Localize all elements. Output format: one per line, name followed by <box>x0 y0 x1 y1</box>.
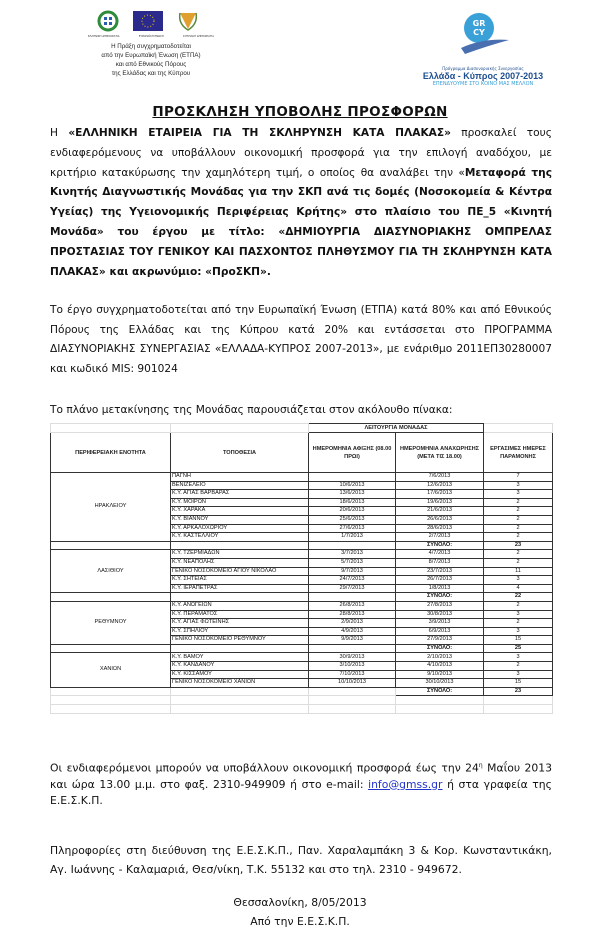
funding-logos <box>88 10 214 78</box>
table-cell: 2/10/2013 <box>396 653 484 662</box>
program-line2: Ελλάδα - Κύπρος 2007-2013 <box>422 71 544 81</box>
text: Η <box>50 127 69 139</box>
total-value: 25 <box>484 644 553 653</box>
empty-row <box>51 696 553 705</box>
table-cell: 28/6/2013 <box>396 524 484 533</box>
svg-text:CY: CY <box>473 28 485 37</box>
table-cell <box>51 687 171 696</box>
table-cell: 25/6/2013 <box>309 515 396 524</box>
text: προσκαλεί τους ενδιαφερόμενους να υποβάλλουν οικονομική προσφορά για την επιλογή αναδόχου, με κριτήριο κατακύρωσης την χαμηλότερη τιμή, ο οποίος θα αναλάβει την « <box>50 127 552 179</box>
table-cell: Κ.Υ. ΒΑΜΟΥ <box>171 653 309 662</box>
table-cell: 2 <box>484 498 553 507</box>
table-cell: 30/10/2013 <box>396 679 484 688</box>
table-cell <box>51 696 171 705</box>
table-cell: 3/9/2013 <box>396 619 484 628</box>
table-cell <box>396 696 484 705</box>
schedule-table <box>50 423 553 714</box>
table-cell: Κ.Υ. ΚΑΝΔΑΝΟΥ <box>171 662 309 671</box>
funding-line: Η Πράξη συγχρηματοδοτείται <box>111 43 191 50</box>
table-cell: 11 <box>484 567 553 576</box>
table-cell: 7 <box>484 473 553 482</box>
table-cell: 26/7/2013 <box>396 576 484 585</box>
table-row <box>51 601 553 610</box>
table-cell <box>51 541 171 550</box>
table-cell: 20/6/2013 <box>309 507 396 516</box>
table-cell: Κ.Υ. ΠΕΡΑΜΑΤΟΣ <box>171 610 309 619</box>
table-cell: Κ.Υ. ΑΓΙΑΣ ΦΩΤΕΙΝΗΣ <box>171 619 309 628</box>
table-cell: 3/10/2013 <box>309 662 396 671</box>
program-line3: ΕΠΕΝΔΥΟΥΜΕ ΣΤΟ ΚΟΙΝΟ ΜΑΣ ΜΕΛΛΟΝ <box>432 81 534 87</box>
table-cell <box>171 687 309 696</box>
table-cell: 3 <box>484 653 553 662</box>
table-cell: 4/10/2013 <box>396 662 484 671</box>
table-cell: 26/6/2013 <box>396 515 484 524</box>
table-cell <box>309 687 396 696</box>
table-cell: 23/7/2013 <box>396 567 484 576</box>
table-cell: 30/8/2013 <box>396 610 484 619</box>
text: ή στα γραφεία της Ε.Ε.Σ.Κ.Π. <box>50 777 552 807</box>
table-cell: 29/7/2013 <box>309 584 396 593</box>
table-cell: 8/7/2013 <box>396 558 484 567</box>
table-cell: ΓΕΝΙΚΟ ΝΟΣΟΚΟΜΕΙΟ ΑΓΙΟΥ ΝΙΚΟΛΑΟ <box>171 567 309 576</box>
table-cell: Κ.Υ. ΒΙΑΝΝΟΥ <box>171 515 309 524</box>
table-cell: 7/6/2013 <box>396 473 484 482</box>
table-cell <box>171 644 309 653</box>
table-cell: 7/10/2013 <box>309 670 396 679</box>
table-cell: Κ.Υ. ΣΗΤΕΙΑΣ <box>171 576 309 585</box>
table-cell: 27/6/2013 <box>309 524 396 533</box>
funding-line: από την Ευρωπαϊκή Ένωση (ΕΤΠΑ) <box>101 52 201 59</box>
table-cell: 19/6/2013 <box>396 498 484 507</box>
table-row <box>51 653 553 662</box>
table-cell: 2 <box>484 558 553 567</box>
page-title: ΠΡΟΣΚΛΗΣΗ ΥΠΟΒΟΛΗΣ ΠΡΟΣΦΟΡΩΝ <box>152 104 448 120</box>
table-cell: 15 <box>484 679 553 688</box>
table-cell: ΓΕΝΙΚΟ ΝΟΣΟΚΟΜΕΙΟ ΧΑΝΙΩΝ <box>171 679 309 688</box>
logo-caption: ΕΥΡΩΠΑΪΚΗ ΕΝΩΣΗ <box>138 35 164 38</box>
table-cell <box>51 705 171 714</box>
intro-paragraph <box>50 124 552 282</box>
table-cell <box>396 705 484 714</box>
table-cell: Κ.Υ. ΤΖΕΡΜΙΑΔΩΝ <box>171 550 309 559</box>
table-cell: 6/9/2013 <box>396 627 484 636</box>
table-cell: 2/7/2013 <box>396 533 484 542</box>
table-cell: 5/7/2013 <box>309 558 396 567</box>
total-row <box>51 687 553 696</box>
signature: Από την Ε.Ε.Σ.Κ.Π. <box>250 915 350 928</box>
table-cell: ΒΕΝΙΖΕΛΕΙΟ <box>171 481 309 490</box>
table-cell: Κ.Υ. ΝΕΑΠΟΛΗΣ <box>171 558 309 567</box>
table-cell: 28/8/2013 <box>309 610 396 619</box>
table-cell: 30/9/2013 <box>309 653 396 662</box>
table-cell <box>309 473 396 482</box>
table-cell: 17/6/2013 <box>396 490 484 499</box>
table-cell: 2 <box>484 507 553 516</box>
table-cell: 10/10/2013 <box>309 679 396 688</box>
column-header: ΗΜΕΡΟΜΗΝΙΑ ΑΝΑΧΩΡΗΣΗΣ (ΜΕΤΑ ΤΙΣ 18.00) <box>396 433 484 473</box>
funding-line: της Ελλάδας και της Κύπρου <box>111 70 191 77</box>
total-label: ΣΥΝΟΛΟ: <box>396 541 484 550</box>
region-cell: ΛΑΣΙΘΙΟΥ <box>51 550 171 593</box>
column-header: ΗΜΕΡΟΜΗΝΙΑ ΑΦΙΞΗΣ (08.00 ΠΡΩΙ) <box>309 433 396 473</box>
text: η <box>478 762 483 769</box>
table-cell: 2/9/2013 <box>309 619 396 628</box>
table-cell: 21/6/2013 <box>396 507 484 516</box>
table-row <box>51 473 553 482</box>
table-cell: 3 <box>484 670 553 679</box>
table-cell <box>309 593 396 602</box>
program-logo <box>418 6 548 87</box>
table-cell: 3 <box>484 490 553 499</box>
table-cell: ΓΕΝΙΚΟ ΝΟΣΟΚΟΜΕΙΟ ΡΕΘΥΜΝΟΥ <box>171 636 309 645</box>
project-title: Μεταφορά της Κινητής Διαγνωστικής Μονάδας για την ΣΚΠ ανά τις δομές (Νοσοκομεία & Κέντρα Υγείας) της Υγειονομικής Περιφέρειας Κρήτης» στο πλαίσιο του ΠΕ_5 «Κινητή Μονάδα» του έργου με τίτλο: «ΔΗΜΙΟΥΡΓΙΑ ΔΙΑΣΥΝΟΡΙΑΚΗΣ ΟΜΠΡΕΛΑΣ ΠΡΟΣΤΑΣΙΑΣ ΤΟΥ ΓΕΝΙΚΟΥ ΚΑΙ ΠΑΣΧΟΝΤΟΣ ΠΛΗΘΥΣΜΟΥ ΓΙΑ ΤΗ ΣΚΛΗΡΥΝΣΗ ΚΑΤΑ ΠΛΑΚΑΣ» και ακρωνύμιο: «ΠροΣΚΠ». <box>50 166 552 278</box>
logo-caption: ΕΛΛΗΝΙΚΗ ΔΗΜΟΚΡΑΤΙΑ <box>88 35 120 38</box>
table-cell <box>171 696 309 705</box>
eu-flag-icon <box>133 11 163 31</box>
table-cell: 2 <box>484 524 553 533</box>
column-header: ΤΟΠΟΘΕΣΙΑ <box>171 433 309 473</box>
table-cell: 26/8/2013 <box>309 601 396 610</box>
table-cell: Κ.Υ. ΚΑΣΤΕΛΛΙΟΥ <box>171 533 309 542</box>
table-cell: 24/7/2013 <box>309 576 396 585</box>
table-cell: Κ.Υ. ΑΓΙΑΣ ΒΑΡΒΑΡΑΣ <box>171 490 309 499</box>
table-cell <box>51 644 171 653</box>
table-cell: 4 <box>484 584 553 593</box>
table-cell <box>484 696 553 705</box>
table-cell: 9/9/2013 <box>309 636 396 645</box>
total-value: 22 <box>484 593 553 602</box>
org-name: «ΕΛΛΗΝΙΚΗ ΕΤΑΙΡΕΙΑ ΓΙΑ ΤΗ ΣΚΛΗΡΥΝΣΗ ΚΑΤΑ ΠΛΑΚΑΣ» <box>68 127 451 139</box>
table-cell: 9/7/2013 <box>309 567 396 576</box>
email-link[interactable]: info@gmss.gr <box>368 777 443 791</box>
table-cell: Κ.Υ. ΜΟΙΡΩΝ <box>171 498 309 507</box>
total-value: 23 <box>484 687 553 696</box>
table-cell: ΠΑΓΝΗ <box>171 473 309 482</box>
region-cell: ΗΡΑΚΛΕΙΟΥ <box>51 473 171 542</box>
table-cell: 3 <box>484 627 553 636</box>
total-label: ΣΥΝΟΛΟ: <box>396 687 484 696</box>
table-cell: Κ.Υ. ΑΝΩΓΕΙΩΝ <box>171 601 309 610</box>
funding-statement <box>88 42 214 78</box>
table-cell: 3/7/2013 <box>309 550 396 559</box>
table-cell: Κ.Υ. ΑΡΚΑΛΟΧΩΡΙΟΥ <box>171 524 309 533</box>
program-line1: Πρόγραμμα Διασυνοριακής Συνεργασίας <box>442 66 524 71</box>
column-header: ΠΕΡΙΦΕΡΕΙΑΚΗ ΕΝΟΤΗΤΑ <box>51 433 171 473</box>
grcy-logo-icon <box>453 6 513 58</box>
region-cell: ΡΕΘΥΜΝΟΥ <box>51 601 171 644</box>
table-cell <box>309 696 396 705</box>
table-cell: 3 <box>484 610 553 619</box>
funding-paragraph: Το έργο συγχρηματοδοτείται από την Ευρωπαϊκή Ένωση (ΕΤΠΑ) κατά 80% και από Εθνικούς Πόρους της Ελλάδας και της Κύπρου κατά 20% και εντάσσεται στο ΠΡΟΓΡΑΜΜΑ ΔΙΑΣΥΝΟΡΙΑΚΗΣ ΣΥΝΕΡΓΑΣΙΑΣ «ΕΛΛΑΔΑ-ΚΥΠΡΟΣ 2007-2013», με ενάριθμο 2011ΕΠ30280007 και κωδικό MIS: 901024 <box>50 304 552 375</box>
table-cell: 15 <box>484 636 553 645</box>
table-cell <box>484 705 553 714</box>
text: Μαΐου 2013 και ώρα 13.00 μ.μ. στο φαξ. 2310-949909 ή στο e-mail: <box>50 761 552 791</box>
cyprus-emblem-icon <box>177 10 199 32</box>
table-cell: 27/9/2013 <box>396 636 484 645</box>
table-cell <box>51 593 171 602</box>
table-intro: Το πλάνο μετακίνησης της Μονάδας παρουσιάζεται στον ακόλουθο πίνακα: <box>50 404 453 416</box>
svg-text:GR: GR <box>472 19 486 28</box>
total-value: 23 <box>484 541 553 550</box>
table-cell: 9/10/2013 <box>396 670 484 679</box>
table-cell: 2 <box>484 533 553 542</box>
empty-row <box>51 705 553 714</box>
table-cell: Κ.Υ. ΣΠΗΛΙΟΥ <box>171 627 309 636</box>
funding-line: και από Εθνικούς Πόρους <box>115 61 187 68</box>
place-date: Θεσσαλονίκη, 8/05/2013 <box>233 896 367 909</box>
table-cell: 2 <box>484 601 553 610</box>
table-cell: 2 <box>484 515 553 524</box>
group-header: ΛΕΙΤΟΥΡΓΙΑ ΜΟΝΑΔΑΣ <box>309 424 484 433</box>
table-row <box>51 550 553 559</box>
table-cell: 2 <box>484 550 553 559</box>
table-cell <box>171 593 309 602</box>
table-cell: 3 <box>484 576 553 585</box>
table-cell <box>309 705 396 714</box>
table-cell: 27/8/2013 <box>396 601 484 610</box>
region-cell: ΧΑΝΙΩΝ <box>51 653 171 687</box>
table-cell <box>171 705 309 714</box>
total-label: ΣΥΝΟΛΟ: <box>396 644 484 653</box>
table-cell: Κ.Υ. ΙΕΡΑΠΕΤΡΑΣ <box>171 584 309 593</box>
table-cell: 2 <box>484 662 553 671</box>
total-row <box>51 644 553 653</box>
deadline-paragraph <box>50 758 552 809</box>
column-header: ΕΡΓΑΣΙΜΕΣ ΗΜΕΡΕΣ ΠΑΡΑΜΟΝΗΣ <box>484 433 553 473</box>
table-cell: Κ.Υ. ΧΑΡΑΚΑ <box>171 507 309 516</box>
total-row <box>51 541 553 550</box>
table-cell: 10/6/2013 <box>309 481 396 490</box>
table-cell: 1/7/2013 <box>309 533 396 542</box>
table-cell: 3 <box>484 481 553 490</box>
text: Οι ενδιαφερόμενοι μπορούν να υποβάλλουν οικονομική προσφορά έως την 24 <box>50 761 479 775</box>
logo-caption: ΚΥΠΡΙΑΚΗ ΔΗΜΟΚΡΑΤΙΑ <box>183 35 214 38</box>
total-row <box>51 593 553 602</box>
table-cell: 18/6/2013 <box>309 498 396 507</box>
total-label: ΣΥΝΟΛΟ: <box>396 593 484 602</box>
table-cell <box>309 644 396 653</box>
table-cell: 4/7/2013 <box>396 550 484 559</box>
table-cell: 13/6/2013 <box>309 490 396 499</box>
table-cell: 2 <box>484 619 553 628</box>
table-cell: 1/8/2013 <box>396 584 484 593</box>
table-cell: Κ.Υ. ΚΙΣΣΑΜΟΥ <box>171 670 309 679</box>
greek-emblem-icon <box>97 10 119 32</box>
table-cell <box>171 541 309 550</box>
info-paragraph: Πληροφορίες στη διεύθυνση της Ε.Ε.Σ.Κ.Π., Παν. Χαραλαμπάκη 3 & Κορ. Κωνσταντικάκη, Αγ. Ιωάννης - Καλαμαριά, Θεσ/νίκη, Τ.Κ. 55132 και στο τηλ. 2310 - 949672. <box>50 844 552 876</box>
table-cell: 4/9/2013 <box>309 627 396 636</box>
table-cell <box>309 541 396 550</box>
table-cell: 12/6/2013 <box>396 481 484 490</box>
